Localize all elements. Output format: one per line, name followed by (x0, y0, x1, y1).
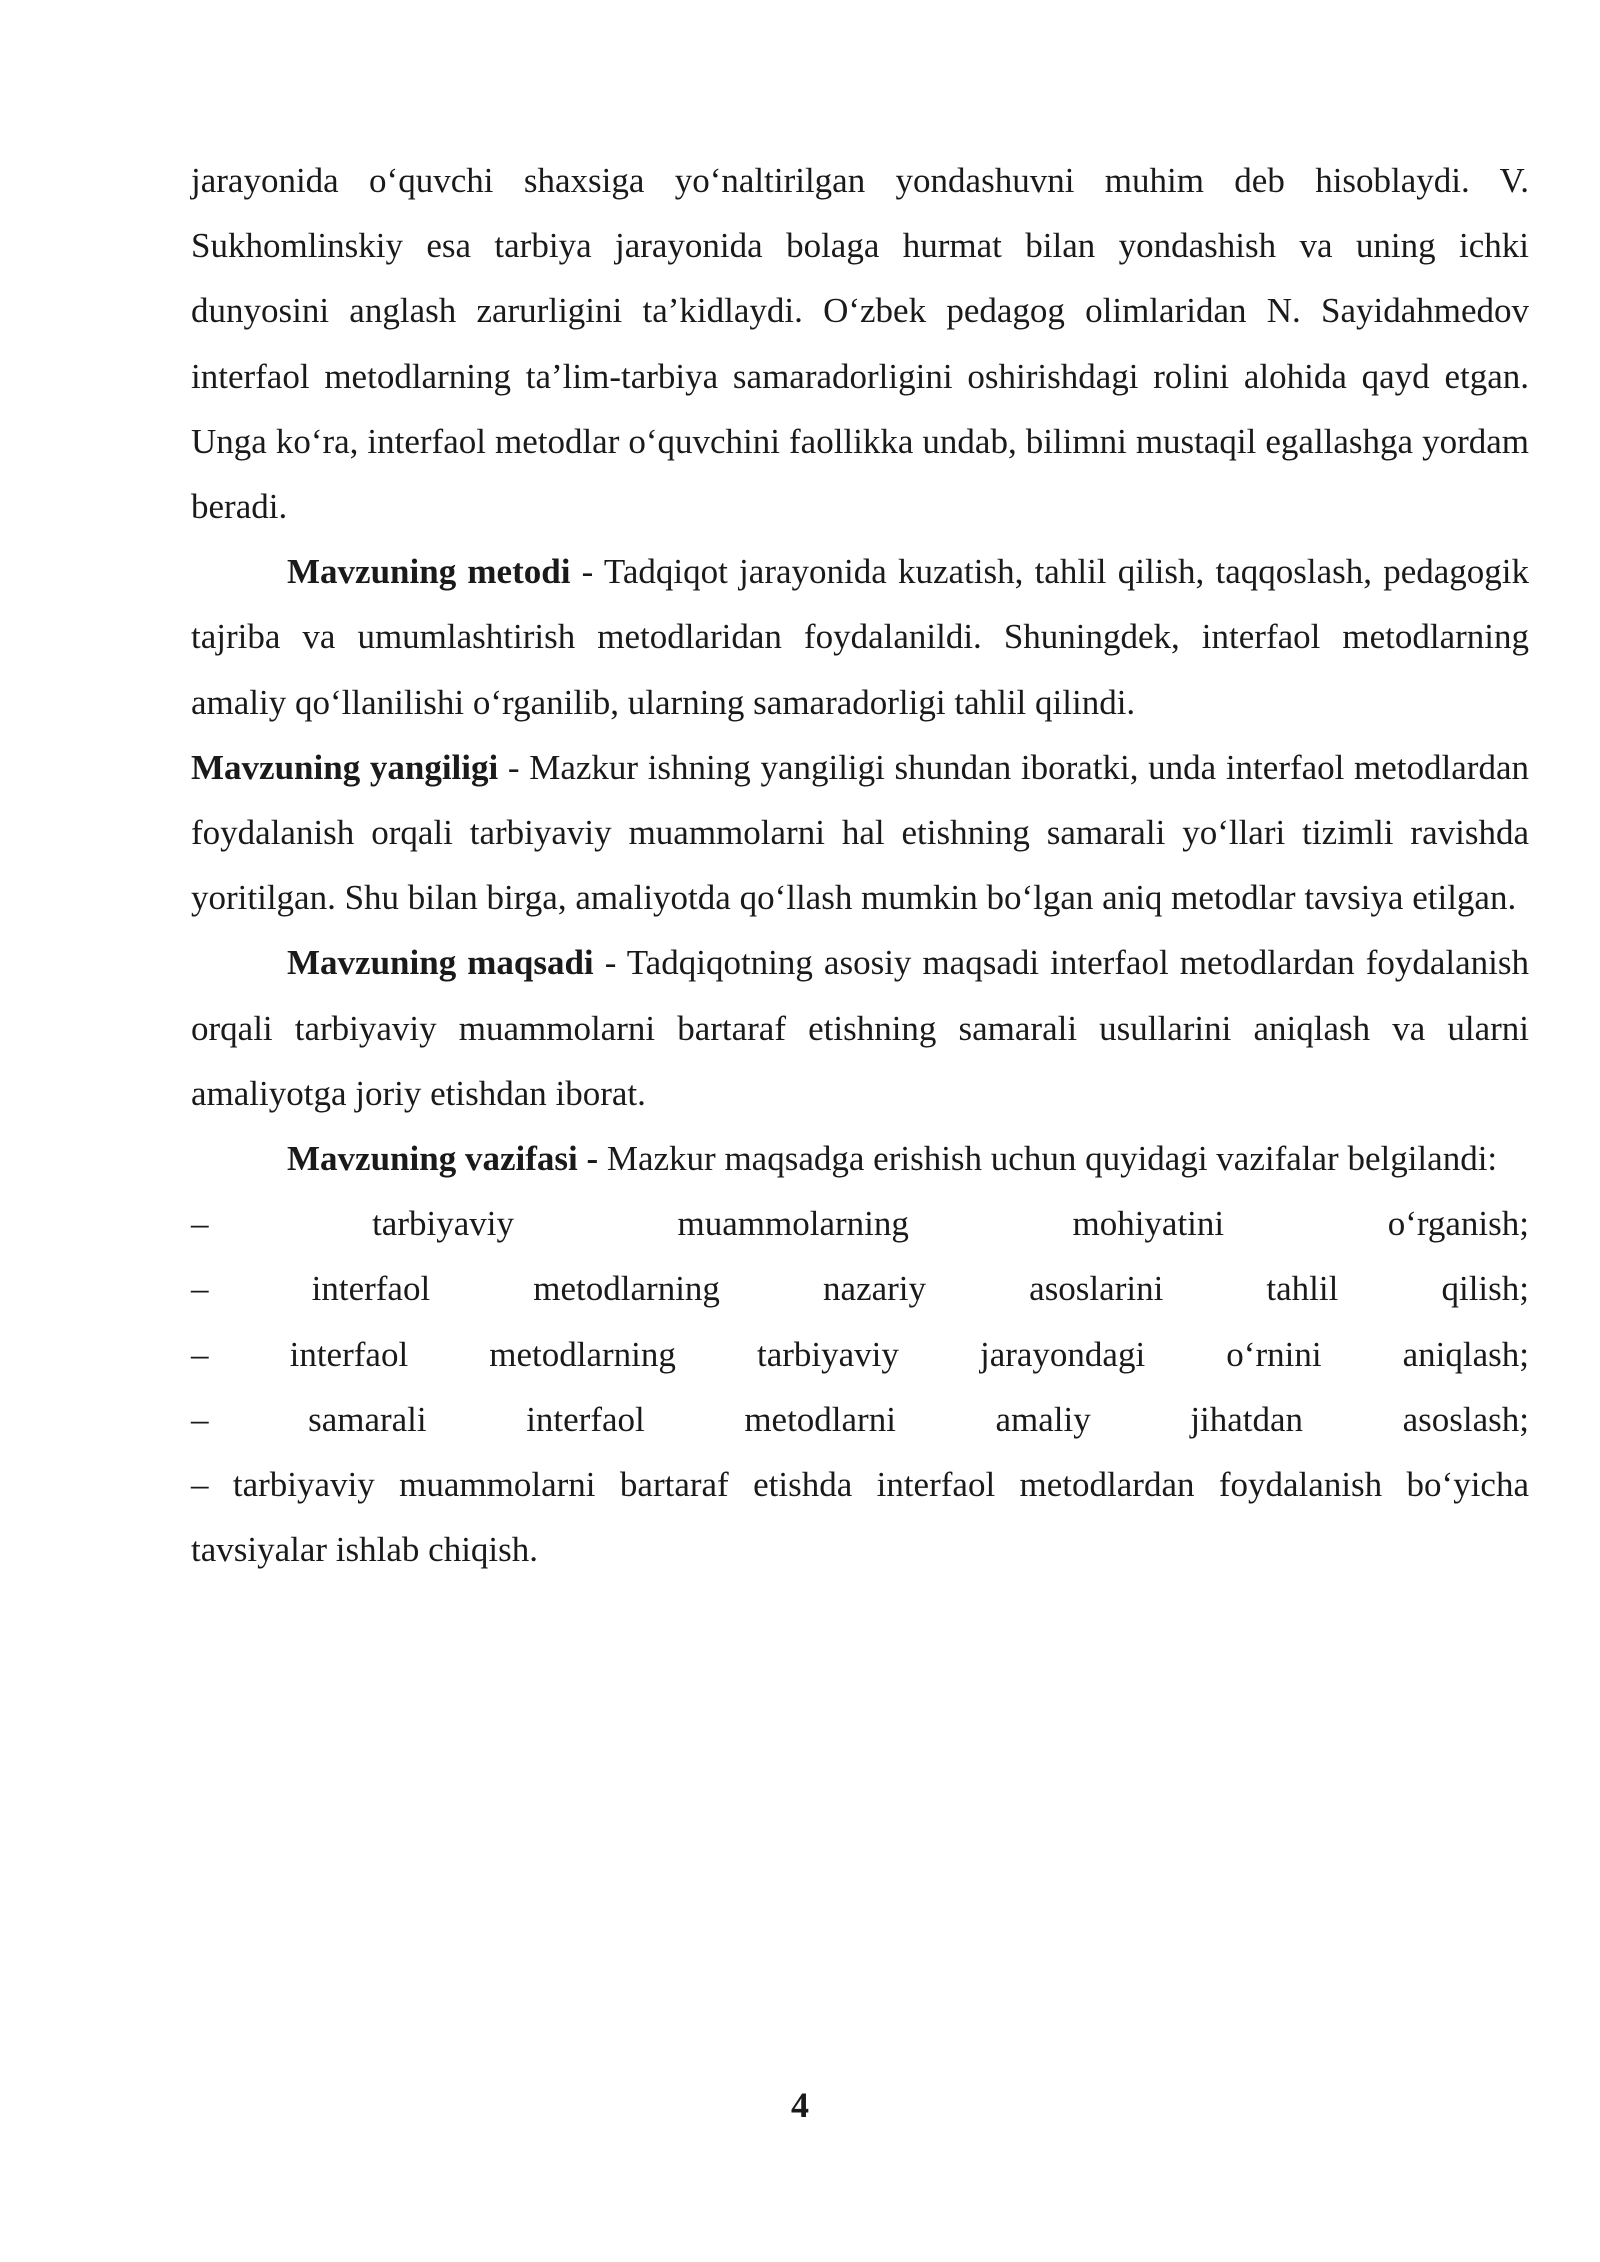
section-novelty (191, 735, 1529, 931)
section-methods (191, 539, 1529, 735)
task-dash: – (191, 1334, 209, 1374)
task-text: tarbiyaviy muammolarni bartaraf etishda interfaol metodlardan foydalanish bo‘yicha tavsiyalar ishlab chiqish. (191, 1465, 1529, 1570)
section-tasks-separator (598, 1139, 607, 1178)
task-dash: – (191, 1204, 209, 1244)
section-methods-label: Mavzuning metodi (287, 552, 571, 592)
task-dash: – (191, 1465, 209, 1505)
task-item (191, 1256, 1529, 1321)
section-methods-separator: - (570, 552, 604, 592)
section-goal (191, 930, 1529, 1126)
section-novelty-label: Mavzuning yangiligi (191, 747, 499, 787)
section-goal-separator: - (593, 943, 627, 983)
task-text: samarali interfaol metodlarni amaliy jihatdan asoslash; (308, 1399, 1530, 1439)
intro-paragraph: jarayonida o‘quvchi shaxsiga yo‘naltirilgan yondashuvni muhim deb hisoblaydi. V. Sukhomlinskiy esa tarbiya jarayonida bolaga hurmat bilan yondashish va uning ichki dunyosini anglash zarurligini ta’kidlaydi. O‘zbek pedagog olimlaridan N. Sayidahmedov interfaol metodlarning ta’lim-tarbiya samaradorligini oshirishdagi rolini alohida qayd etgan. Unga ko‘ra, interfaol metodlar o‘quvchini faollikka undab, bilimni mustaqil egallashga yordam beradi. (191, 161, 1529, 527)
section-goal-text: Tadqiqotning asosiy maqsadi interfaol metodlardan foydalanish orqali tarbiyaviy muammolarni bartaraf etishning samarali usullarini aniqlash va ularni amaliyotga joriy etishdan iborat. (191, 943, 1529, 1113)
task-dash: – (191, 1399, 209, 1439)
task-item (191, 1387, 1529, 1452)
task-item (191, 1452, 1529, 1582)
section-tasks-text: Mazkur maqsadga erishish uchun quyidagi vazifalar belgilandi: (606, 1139, 1498, 1179)
task-text: tarbiyaviy muammolarning mohiyatini o‘rganish; (372, 1204, 1529, 1244)
section-novelty-text: Mazkur ishning yangiligi shundan iboratki, unda interfaol metodlardan foydalanish orqali tarbiyaviy muammolarni hal etishning samarali yo‘llari tizimli ravishda yoritilgan. Shu bilan birga, amaliyotda qo‘llash mumkin bo‘lgan aniq metodlar tavsiya etilgan. (191, 747, 1529, 918)
task-text: interfaol metodlarning tarbiyaviy jarayondagi o‘rnini aniqlash; (289, 1334, 1530, 1374)
section-tasks (191, 1126, 1529, 1191)
section-tasks-label: Mavzuning vazifasi - (287, 1139, 599, 1179)
task-item (191, 1322, 1529, 1387)
section-novelty-separator: - (498, 747, 530, 787)
task-dash: – (191, 1269, 209, 1309)
section-goal-label: Mavzuning maqsadi (287, 943, 594, 983)
document-body (191, 148, 1529, 1582)
task-item (191, 1191, 1529, 1256)
section-methods-text: Tadqiqot jarayonida kuzatish, tahlil qilish, taqqoslash, pedagogik tajriba va umumlashtirish metodlaridan foydalanildi. Shuningdek, interfaol metodlarning amaliy qo‘llanilishi o‘rganilib, ularning samaradorligi tahlil qilindi. (191, 552, 1530, 722)
page-number: 4 (791, 2085, 809, 2125)
task-text: interfaol metodlarning nazariy asoslarini tahlil qilish; (311, 1269, 1529, 1309)
